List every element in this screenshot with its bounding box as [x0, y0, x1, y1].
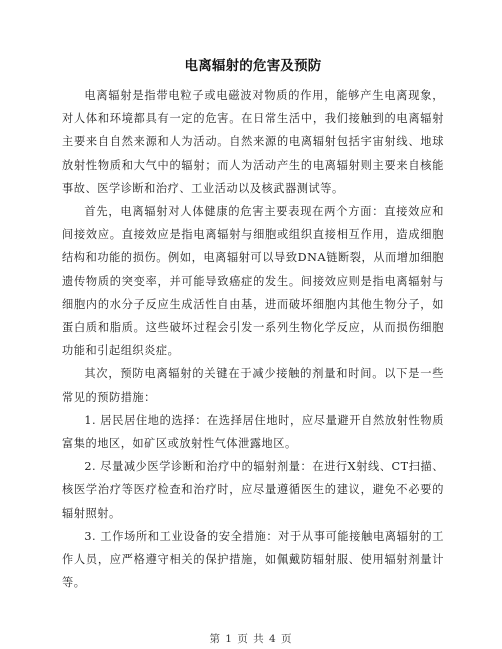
list-item-residence: 1. 居民居住地的选择：在选择居住地时，应尽量避开自然放射性物质富集的地区，如矿区或放射性气体泄露地区。: [62, 413, 444, 451]
paragraph-prevention-intro: 其次，预防电离辐射的关键在于减少接触的剂量和时间。以下是一些常见的预防措施：: [62, 367, 444, 404]
document-title: 电离辐射的危害及预防: [184, 58, 322, 74]
page-footer: 第 1 页 共 4 页: [209, 633, 293, 645]
document-body: [62, 56, 444, 594]
paragraph-health-effects: 首先，电离辐射对人体健康的危害主要表现在两个方面：直接效应和间接效应。直接效应是指电离辐射与细胞或组织直接相互作用，造成细胞结构和功能的损伤。例如，电离辐射可以导致DNA链断裂，从而增加细胞遗传物质的突变率，并可能导致癌症的发生。间接效应则是指电离辐射与细胞内的水分子反应生成活性自由基，进而破坏细胞内其他生物分子，如蛋白质和脂质。这些破坏过程会引发一系列生物化学反应，从而损伤细胞功能和引起组织炎症。: [62, 205, 444, 358]
list-item-workplace: 3. 工作场所和工业设备的安全措施：对于从事可能接触电离辐射的工作人员，应严格遵守相关的保护措施，如佩戴防辐射服、使用辐射剂量计等。: [62, 529, 444, 590]
list-item-medical: 2. 尽量减少医学诊断和治疗中的辐射剂量：在进行X射线、CT扫描、核医学治疗等医疗检查和治疗时，应尽量遵循医生的建议，避免不必要的辐射照射。: [62, 460, 444, 520]
paragraph-intro: 电离辐射是指带电粒子或电磁波对物质的作用，能够产生电离现象，对人体和环境都具有一定的危害。在日常生活中，我们接触到的电离辐射主要来自自然来源和人为活动。自然来源的电离辐射包括宇宙射线、地球放射性物质和大气中的辐射；而人为活动产生的电离辐射则主要来自核能事故、医学诊断和治疗、工业活动以及核武器测试等。: [62, 89, 444, 195]
